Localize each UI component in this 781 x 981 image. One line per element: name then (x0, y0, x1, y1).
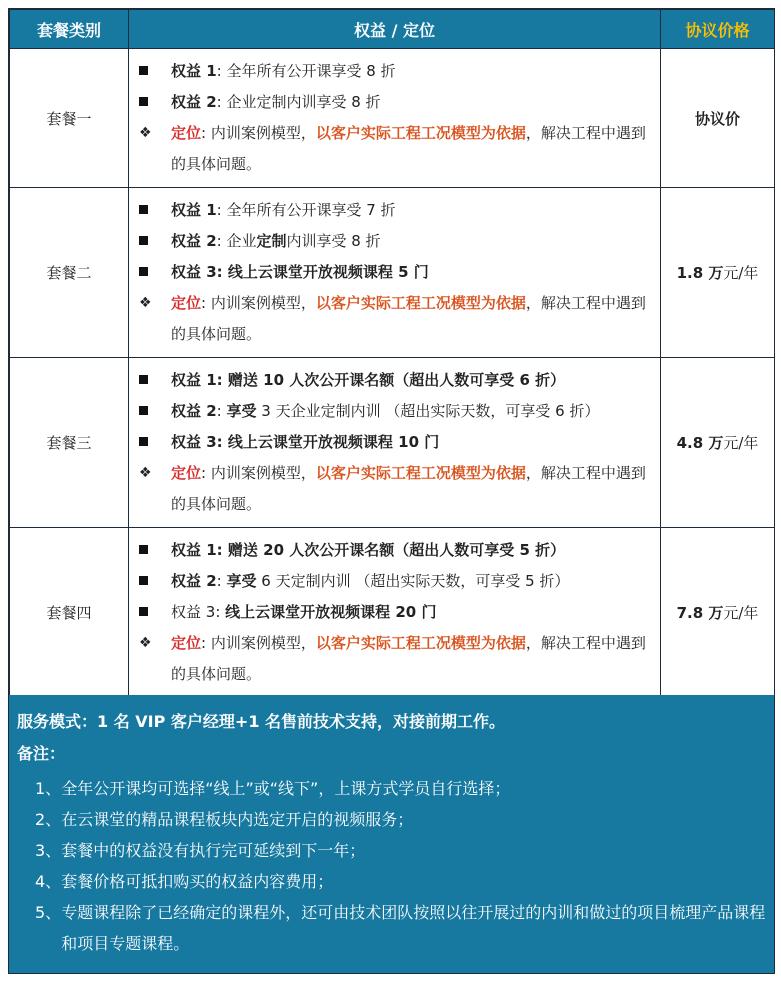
right-text-b: 内训享受 8 折 (286, 232, 381, 250)
position-label: 定位 (171, 634, 202, 652)
right-label: 权益 3 (171, 263, 217, 281)
note-number: 2、 (35, 810, 62, 829)
note-text: 全年公开课均可选择“线上”或“线下”，上课方式学员自行选择； (61, 779, 511, 798)
service-mode: 服务模式：1 名 VIP 客户经理+1 名售前技术支持，对接前期工作。 (17, 712, 506, 731)
position-label: 定位 (171, 464, 202, 482)
square-bullet-icon (139, 87, 171, 118)
separator: : (216, 62, 227, 80)
package-category: 套餐三 (10, 358, 129, 528)
right-text: 赠送 10 人次公开课名额（超出人数可享受 6 折） (227, 371, 566, 389)
notes-list (35, 773, 770, 959)
position-suffix: ，解决工程中遇到的具体问题。 (171, 464, 646, 513)
position-prefix: 内训案例模型， (210, 124, 316, 142)
position-highlight: 以客户实际工程工况模型为依据 (315, 634, 526, 652)
right-label: 权益 3 (171, 433, 217, 451)
note-text: 套餐中的权益没有执行完可延续到下一年； (61, 841, 366, 860)
right-item (139, 257, 654, 288)
separator: : (216, 433, 228, 451)
position-item (139, 118, 654, 180)
right-text: 企业定制内训享受 8 折 (226, 93, 381, 111)
price-value: 协议价 (694, 109, 740, 128)
right-text: 赠送 20 人次公开课名额（超出人数可享受 5 折） (227, 541, 566, 559)
right-item (139, 396, 654, 427)
right-item (139, 365, 654, 396)
table-row (10, 49, 775, 188)
right-label: 权益 2 (171, 402, 217, 420)
square-bullet-icon (139, 365, 171, 396)
right-text: 线上云课堂开放视频课程 10 门 (227, 433, 440, 451)
price-value: 4.8 万 (676, 434, 724, 452)
table-row (10, 188, 775, 358)
right-item (139, 427, 654, 458)
separator: : (216, 232, 227, 250)
separator: : (216, 402, 227, 420)
right-item (139, 566, 654, 597)
list-item (35, 773, 770, 804)
right-label: 权益 2 (171, 232, 217, 250)
table-row (10, 528, 775, 698)
right-text-bold: 定制 (256, 232, 287, 250)
square-bullet-icon (139, 396, 171, 427)
package-price (661, 49, 775, 188)
position-suffix: ，解决工程中遇到的具体问题。 (171, 634, 646, 683)
position-highlight: 以客户实际工程工况模型为依据 (315, 294, 526, 312)
price-unit: 元/年 (723, 604, 759, 622)
right-item (139, 56, 654, 87)
position-highlight: 以客户实际工程工况模型为依据 (315, 124, 526, 142)
right-text: 全年所有公开课享受 8 折 (226, 62, 396, 80)
right-label: 权益 3 (171, 603, 216, 621)
package-rights (129, 528, 661, 698)
right-label: 权益 1 (171, 201, 217, 219)
separator: : (201, 464, 211, 482)
separator: : (215, 603, 226, 621)
position-label: 定位 (171, 124, 202, 142)
right-text: 线上云课堂开放视频课程 20 门 (225, 603, 437, 621)
right-item (139, 535, 654, 566)
note-text: 在云课堂的精品课程板块内选定开启的视频服务； (61, 810, 414, 829)
square-bullet-icon (139, 566, 171, 597)
diamond-bullet-icon: ❖ (139, 635, 152, 651)
square-bullet-icon (139, 535, 171, 566)
square-bullet-icon (139, 226, 171, 257)
position-item (139, 288, 654, 350)
diamond-bullet-icon: ❖ (139, 125, 152, 141)
separator: : (201, 294, 211, 312)
package-price (661, 188, 775, 358)
position-highlight: 以客户实际工程工况模型为依据 (315, 464, 526, 482)
note-number: 1、 (35, 779, 62, 798)
list-item (35, 866, 770, 897)
right-label: 权益 1 (171, 541, 217, 559)
package-rights (129, 188, 661, 358)
package-rights (129, 49, 661, 188)
notes-panel (9, 695, 774, 973)
right-label: 权益 2 (171, 93, 217, 111)
package-category: 套餐二 (10, 188, 129, 358)
note-text: 专题课程除了已经确定的课程外，还可由技术团队按照以往开展过的内训和做过的项目梳理产品课程和项目专题课程。 (61, 903, 766, 953)
table-header-row (10, 10, 775, 49)
separator: : (216, 201, 227, 219)
price-value: 1.8 万 (676, 264, 724, 282)
right-label: 权益 2 (171, 572, 217, 590)
square-bullet-icon (139, 257, 171, 288)
position-prefix: 内训案例模型， (210, 634, 316, 652)
position-label: 定位 (171, 294, 202, 312)
note-number: 5、 (35, 903, 62, 922)
right-item (139, 87, 654, 118)
notes-title: 备注： (17, 744, 66, 763)
package-rights (129, 358, 661, 528)
package-document (8, 8, 775, 974)
position-suffix: ，解决工程中遇到的具体问题。 (171, 294, 646, 343)
square-bullet-icon (139, 56, 171, 87)
position-item (139, 628, 654, 690)
square-bullet-icon (139, 427, 171, 458)
separator: : (216, 572, 227, 590)
diamond-bullet-icon: ❖ (139, 465, 152, 481)
right-text-b: 6 天定制内训 （超出实际天数，可享受 5 折） (256, 572, 570, 590)
separator: : (201, 124, 211, 142)
square-bullet-icon (139, 195, 171, 226)
right-text: 全年所有公开课享受 7 折 (226, 201, 396, 219)
price-unit: 元/年 (723, 434, 759, 452)
note-number: 3、 (35, 841, 62, 860)
separator: : (216, 371, 228, 389)
diamond-bullet-icon: ❖ (139, 295, 152, 311)
position-item (139, 458, 654, 520)
right-text-bold: 享受 (226, 402, 257, 420)
separator: : (201, 634, 211, 652)
separator: : (216, 93, 227, 111)
list-item (35, 897, 770, 959)
separator: : (216, 541, 228, 559)
package-category: 套餐四 (10, 528, 129, 698)
position-suffix: ，解决工程中遇到的具体问题。 (171, 124, 646, 173)
separator: : (216, 263, 228, 281)
right-text-a: 企业 (226, 232, 257, 250)
header-rights: 权益 / 定位 (129, 10, 661, 49)
right-item (139, 597, 654, 628)
header-category: 套餐类别 (10, 10, 129, 49)
list-item (35, 835, 770, 866)
price-value: 7.8 万 (676, 604, 724, 622)
package-price (661, 528, 775, 698)
note-number: 4、 (35, 872, 62, 891)
right-label: 权益 1 (171, 62, 217, 80)
right-text-b: 3 天企业定制内训 （超出实际天数，可享受 6 折） (256, 402, 600, 420)
package-table (9, 9, 775, 698)
note-text: 套餐价格可抵扣购买的权益内容费用； (61, 872, 334, 891)
position-prefix: 内训案例模型， (210, 294, 316, 312)
package-category: 套餐一 (10, 49, 129, 188)
right-text-bold: 享受 (226, 572, 257, 590)
price-unit: 元/年 (723, 264, 759, 282)
right-label: 权益 1 (171, 371, 217, 389)
right-text: 线上云课堂开放视频课程 5 门 (227, 263, 429, 281)
table-row (10, 358, 775, 528)
header-price: 协议价格 (661, 10, 775, 49)
right-item (139, 226, 654, 257)
right-item (139, 195, 654, 226)
list-item (35, 804, 770, 835)
square-bullet-icon (139, 597, 171, 628)
position-prefix: 内训案例模型， (210, 464, 316, 482)
package-price (661, 358, 775, 528)
